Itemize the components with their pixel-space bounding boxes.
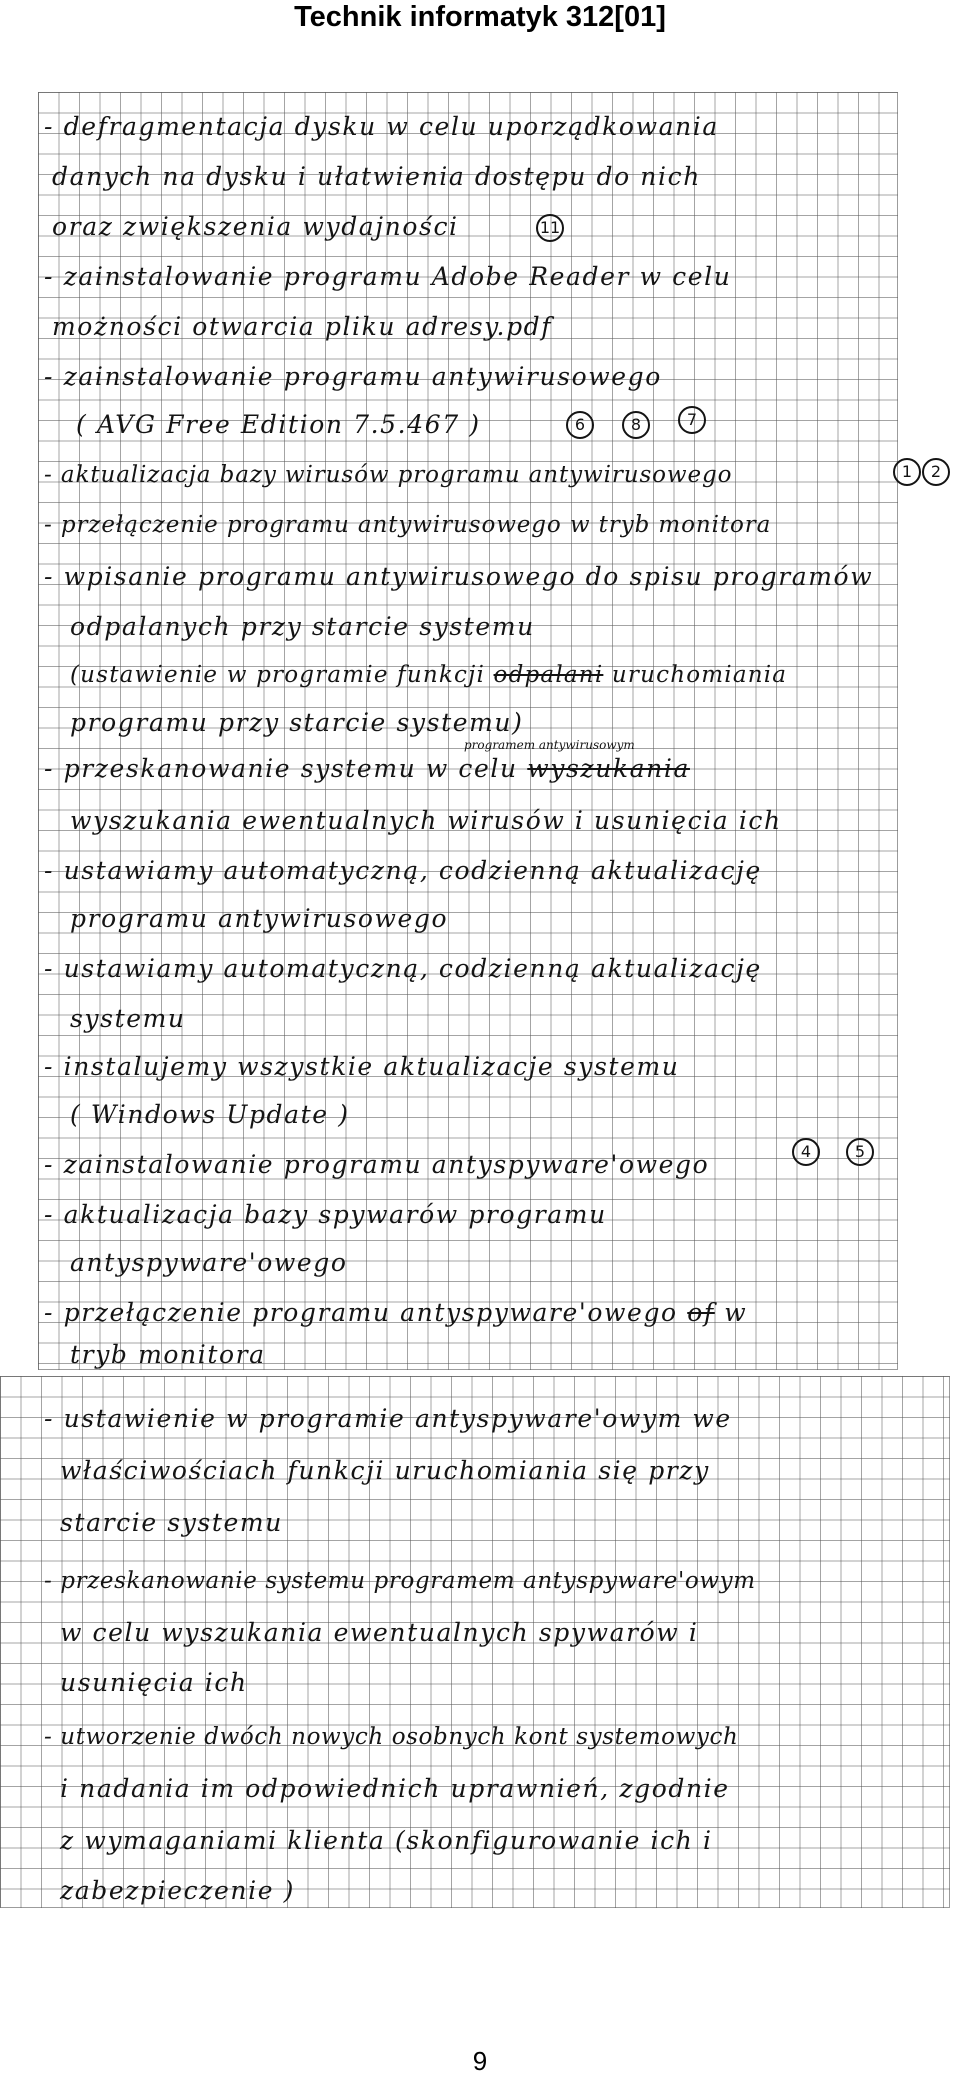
circled-number: 1 — [893, 458, 921, 486]
circled-number: 6 — [566, 411, 594, 439]
circled-number: 11 — [536, 214, 564, 242]
note-line: - ustawiamy automatyczną, codzienną aktualizację — [44, 954, 762, 983]
note-text: w — [714, 1298, 748, 1327]
note-line: zabezpieczenie ) — [60, 1876, 295, 1905]
note-text: - przeskanowanie systemu — [44, 754, 417, 783]
circled-number: 8 — [622, 411, 650, 439]
note-line: systemu — [70, 1004, 186, 1033]
circled-number: 5 — [846, 1138, 874, 1166]
note-line: - instalujemy wszystkie aktualizacje systemu — [44, 1052, 680, 1081]
note-line: - przeskanowanie systemu programem antyspyware'owym — [44, 1568, 756, 1594]
note-line: ( AVG Free Edition 7.5.467 ) — [76, 410, 481, 439]
note-line: w celu wyszukania ewentualnych spywarów i — [60, 1618, 699, 1647]
page-number: 9 — [472, 2046, 488, 2076]
note-line: - aktualizacja bazy spywarów programu — [44, 1200, 607, 1229]
note-line: - ustawiamy automatyczną, codzienną aktualizację — [44, 856, 762, 885]
note-line: starcie systemu — [60, 1508, 283, 1537]
note-line — [70, 660, 787, 690]
note-text: uruchomiania — [603, 662, 788, 688]
note-line: programu przy starcie systemu) — [70, 708, 524, 737]
note-line: możności otwarcia pliku adresy.pdf — [52, 312, 553, 341]
note-line: - zainstalowanie programu antywirusowego — [44, 362, 662, 391]
note-text: (ustawienie w programie funkcji — [70, 662, 494, 688]
note-line: - zainstalowanie programu Adobe Reader w celu — [44, 262, 732, 291]
struck-text: of — [687, 1298, 715, 1327]
note-line: usunięcia ich — [60, 1668, 248, 1697]
note-line: programu antywirusowego — [70, 904, 449, 933]
note-line: - defragmentacja dysku w celu uporządkowania — [44, 112, 719, 141]
note-line: tryb monitora — [70, 1340, 266, 1369]
note-line: - ustawienie w programie antyspyware'owym we — [44, 1404, 732, 1433]
note-line — [44, 1298, 747, 1328]
note-line: oraz zwiększenia wydajności — [52, 212, 459, 241]
circled-number: 4 — [792, 1138, 820, 1166]
note-text: - przełączenie programu antyspyware'owego — [44, 1298, 688, 1327]
note-line: odpalanych przy starcie systemu — [70, 612, 535, 641]
page-title: Technik informatyk 312[01] — [294, 1, 666, 33]
circled-number: 7 — [678, 406, 706, 434]
note-line: - aktualizacja bazy wirusów programu antywirusowego — [44, 462, 733, 488]
note-line: właściwościach funkcji uruchomiania się przy — [60, 1456, 710, 1485]
note-line: antyspyware'owego — [70, 1248, 348, 1277]
note-line — [44, 754, 690, 784]
struck-text: odpalani — [493, 662, 604, 688]
note-line: ( Windows Update ) — [70, 1100, 350, 1129]
note-line: danych na dysku i ułatwienia dostępu do nich — [52, 162, 701, 191]
note-line: z wymaganiami klienta (skonfigurowanie ich i — [60, 1826, 713, 1855]
note-line: - przełączenie programu antywirusowego w tryb monitora — [44, 512, 772, 538]
note-line: - zainstalowanie programu antyspyware'owego — [44, 1150, 710, 1179]
note-line: wyszukania ewentualnych wirusów i usunięcia ich — [70, 806, 782, 835]
inserted-annotation: programem antywirusowym — [464, 738, 635, 752]
note-line: - wpisanie programu antywirusowego do spisu programów — [44, 562, 874, 591]
note-text: w celu — [416, 754, 528, 783]
circled-number: 2 — [922, 458, 950, 486]
struck-text: wyszukania — [527, 754, 690, 783]
note-line: i nadania im odpowiednich uprawnień, zgodnie — [60, 1774, 730, 1803]
note-line: - utworzenie dwóch nowych osobnych kont systemowych — [44, 1724, 739, 1750]
